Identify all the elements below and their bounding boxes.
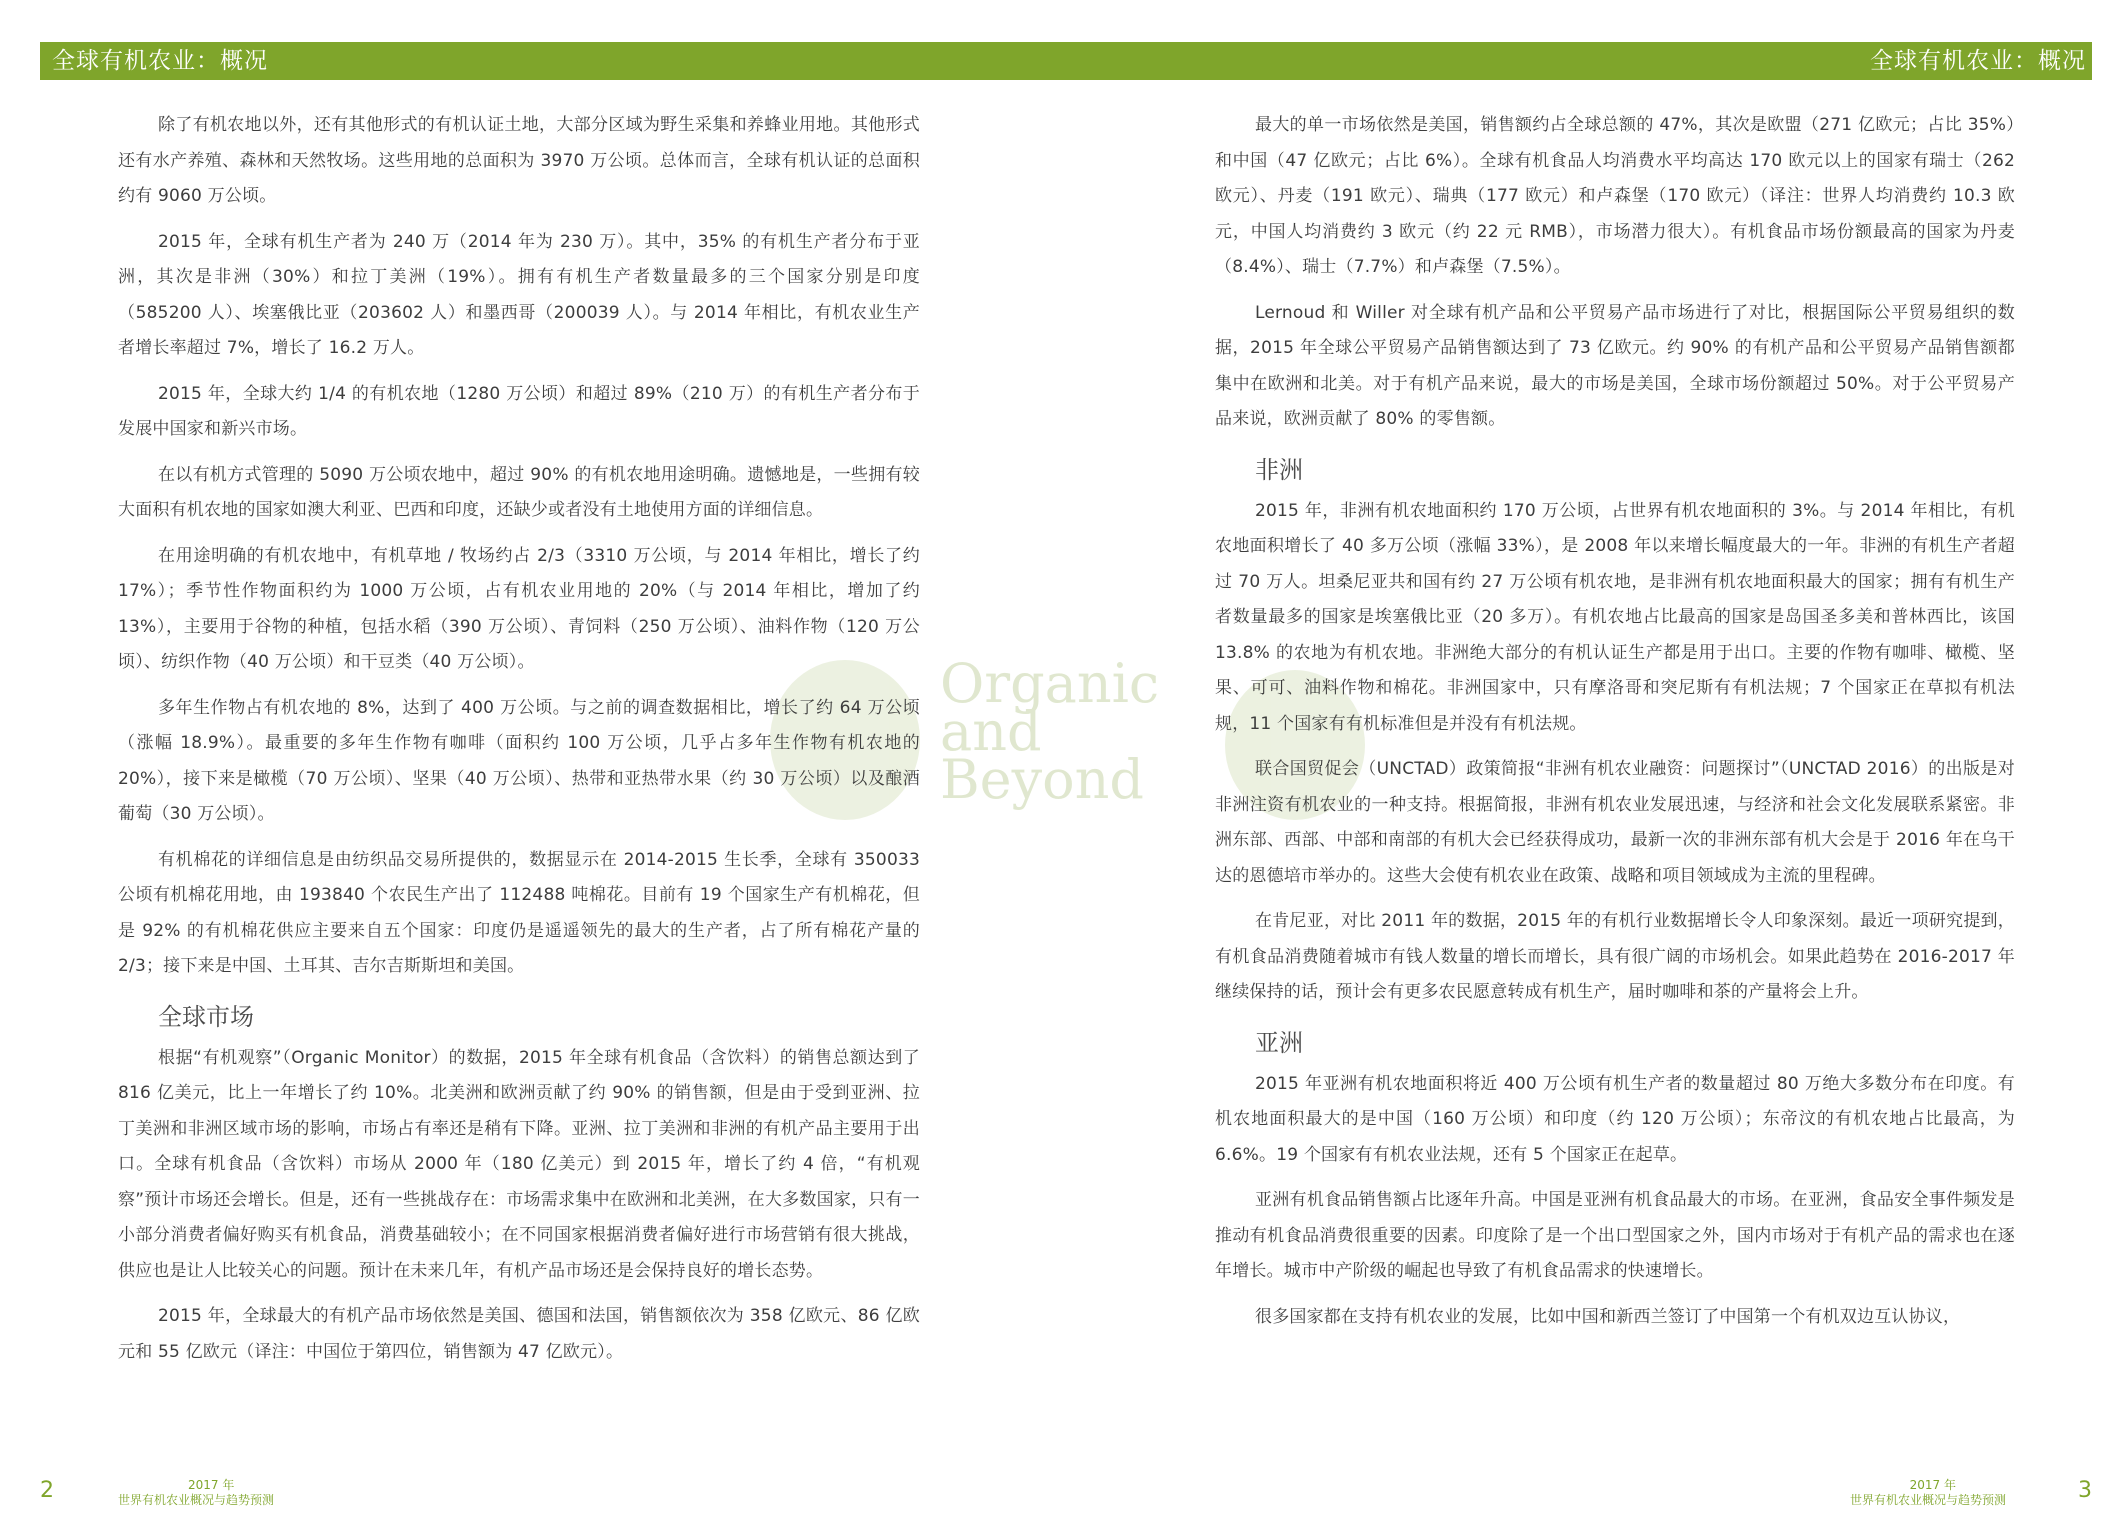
paragraph: 2015 年，全球有机生产者为 240 万（2014 年为 230 万）。其中，35% 的有机生产者分布于亚洲，其次是非洲（30%）和拉丁美洲（19%）。拥有有机生产者数量最多的三个国家分别是印度（585200 人）、埃塞俄比亚（203602 人）和墨西哥（200039 人）。与 2014 年相比，有机农业生产者增长率超过 7%，增长了 16.2 万人。 — [118, 231, 920, 358]
page-number-right: 3 — [2078, 1478, 2092, 1503]
paragraph: 2015 年亚洲有机农地面积将近 400 万公顷有机生产者的数量超过 80 万绝大多数分布在印度。有机农地面积最大的是中国（160 万公顷）和印度（约 120 万公顷）；东帝汶的有机农地占比最高，为 6.6%。19 个国家有有机农业法规，还有 5 个国家正在起草。 — [1215, 1073, 2015, 1165]
header-bar — [40, 42, 2092, 80]
paragraph: 有机棉花的详细信息是由纺织品交易所提供的，数据显示在 2014-2015 生长季，全球有 350033 公顷有机棉花用地，由 193840 个农民生产出了 112488 吨棉花。目前有 19 个国家生产有机棉花，但是 92% 的有机棉花供应主要来自五个国家：印度仍是遥遥领先的最大的生产者，占了所有棉花产量的 2/3；接下来是中国、土耳其、吉尔吉斯斯坦和美国。 — [118, 849, 920, 976]
paragraph: 很多国家都在支持有机农业的发展，比如中国和新西兰签订了中国第一个有机双边互认协议， — [1255, 1306, 1961, 1327]
paragraph: Lernoud 和 Willer 对全球有机产品和公平贸易产品市场进行了对比，根据国际公平贸易组织的数据，2015 年全球公平贸易产品销售额达到了 73 亿欧元。约 90% 的有机产品和公平贸易产品销售额都集中在欧洲和北美。对于有机产品来说，最大的市场是美国，全球市场份额超过 50%。对于公平贸易产品来说，欧洲贡献了 80% 的零售额。 — [1215, 302, 2015, 429]
section-heading-africa: 非洲 — [1255, 455, 1303, 484]
paragraph: 2015 年，全球最大的有机产品市场依然是美国、德国和法国，销售额依次为 358 亿欧元、86 亿欧元和 55 亿欧元（译注：中国位于第四位，销售额为 47 亿欧元）。 — [118, 1306, 920, 1362]
running-header-left: 全球有机农业：概况 — [52, 48, 268, 74]
paragraph: 在用途明确的有机农地中，有机草地 / 牧场约占 2/3（3310 万公顷，与 2014 年相比，增长了约 17%）；季节性作物面积约为 1000 万公顷，占有机农业用地的 20%（与 2014 年相比，增加了约 13%），主要用于谷物的种植，包括水稻（390 万公顷）、青饲料（250 万公顷）、油料作物（120 万公顷）、纺织作物（40 万公顷）和干豆类（40 万公顷）。 — [118, 545, 920, 672]
footer-year-right: 2017 年 — [1909, 1478, 1956, 1492]
footer-title-right: 世界有机农业概况与趋势预测 — [1849, 1493, 2006, 1507]
footer-title-left: 世界有机农业概况与趋势预测 — [118, 1493, 275, 1507]
paragraph: 多年生作物占有机农地的 8%，达到了 400 万公顷。与之前的调查数据相比，增长了约 64 万公顷（涨幅 18.9%）。最重要的多年生作物有咖啡（面积约 100 万公顷，几乎占多年生作物有机农地的 20%），接下来是橄榄（70 万公顷）、坚果（40 万公顷）、热带和亚热带水果（约 30 万公顷）以及酿酒葡萄（30 万公顷）。 — [118, 697, 920, 824]
paragraph: 除了有机农地以外，还有其他形式的有机认证土地，大部分区域为野生采集和养蜂业用地。其他形式还有水产养殖、森林和天然牧场。这些用地的总面积为 3970 万公顷。总体而言，全球有机认证的总面积约有 9060 万公顷。 — [118, 115, 920, 206]
page-number-left: 2 — [40, 1478, 54, 1503]
left-page-column — [118, 108, 920, 1380]
footer-right — [1850, 1478, 2006, 1508]
right-page-column — [1215, 108, 2015, 1345]
paragraph: 2015 年，全球大约 1/4 的有机农地（1280 万公顷）和超过 89%（210 万）的有机生产者分布于发展中国家和新兴市场。 — [118, 383, 920, 439]
paragraph: 根据“有机观察”（Organic Monitor）的数据，2015 年全球有机食品（含饮料）的销售总额达到了816 亿美元，比上一年增长了约 10%。北美洲和欧洲贡献了约 90% 的销售额，但是由于受到亚洲、拉丁美洲和非洲区域市场的影响，市场占有率还是稍有下降。亚洲、拉丁美洲和非洲的有机产品主要用于出口。全球有机食品（含饮料）市场从 2000 年（180 亿美元）到 2015 年，增长了约 4 倍，“有机观察”预计市场还会增长。但是，还有一些挑战存在：市场需求集中在欧洲和北美洲，在大多数国家，只有一小部分消费者偏好购买有机食品，消费基础较小；在不同国家根据消费者偏好进行市场营销有很大挑战，供应也是让人比较关心的问题。预计在未来几年，有机产品市场还是会保持良好的增长态势。 — [118, 1047, 920, 1281]
paragraph: 联合国贸促会（UNCTAD）政策简报“非洲有机农业融资：问题探讨”（UNCTAD 2016）的出版是对非洲注资有机农业的一种支持。根据简报，非洲有机农业发展迅速，与经济和社会文化发展联系紧密。非洲东部、西部、中部和南部的有机大会已经获得成功，最新一次的非洲东部有机大会是于 2016 年在乌干达的恩德培市举办的。这些大会使有机农业在政策、战略和项目领域成为主流的里程碑。 — [1215, 759, 2015, 886]
paragraph: 2015 年，非洲有机农地面积约 170 万公顷，占世界有机农地面积的 3%。与 2014 年相比，有机农地面积增长了 40 多万公顷（涨幅 33%），是 2008 年以来增长幅度最大的一年。非洲的有机生产者超过 70 万人。坦桑尼亚共和国有约 27 万公顷有机农地，是非洲有机农地面积最大的国家；拥有有机生产者数量最多的国家是埃塞俄比亚（20 多万）。有机农地占比最高的国家是岛国圣多美和普林西比，该国 13.8% 的农地为有机农地。非洲绝大部分的有机认证生产都是用于出口。主要的作物有咖啡、橄榄、坚果、可可、油料作物和棉花。非洲国家中，只有摩洛哥和突尼斯有有机法规；7 个国家正在草拟有机法规，11 个国家有有机标准但是并没有有机法规。 — [1215, 500, 2015, 734]
paragraph: 亚洲有机食品销售额占比逐年升高。中国是亚洲有机食品最大的市场。在亚洲，食品安全事件频发是推动有机食品消费很重要的因素。印度除了是一个出口型国家之外，国内市场对于有机产品的需求也在逐年增长。城市中产阶级的崛起也导致了有机食品需求的快速增长。 — [1215, 1190, 2015, 1281]
paragraph: 在肯尼亚，对比 2011 年的数据，2015 年的有机行业数据增长令人印象深刻。最近一项研究提到，有机食品消费随着城市有钱人数量的增长而增长，具有很广阔的市场机会。如果此趋势在 2016-2017 年继续保持的话，预计会有更多农民愿意转成有机生产，届时咖啡和茶的产量将会上升。 — [1215, 911, 2015, 1002]
watermark-text: Organic and Beyond — [940, 652, 1160, 811]
footer-year-left: 2017 年 — [188, 1478, 235, 1492]
running-header-right: 全球有机农业：概况 — [1870, 48, 2086, 74]
section-heading-asia: 亚洲 — [1255, 1028, 1303, 1057]
paragraph: 最大的单一市场依然是美国，销售额约占全球总额的 47%，其次是欧盟（271 亿欧元；占比 35%）和中国（47 亿欧元；占比 6%）。全球有机食品人均消费水平均高达 170 欧元以上的国家有瑞士（262 欧元）、丹麦（191 欧元）、瑞典（177 欧元）和卢森堡（170 欧元）（译注：世界人均消费约 10.3 欧元，中国人均消费约 3 欧元（约 22 元 RMB），市场潜力很大）。有机食品市场份额最高的国家为丹麦（8.4%）、瑞士（7.7%）和卢森堡（7.5%）。 — [1215, 115, 2015, 277]
section-heading-global-market: 全球市场 — [158, 1002, 254, 1031]
paragraph: 在以有机方式管理的 5090 万公顷农地中，超过 90% 的有机农地用途明确。遗憾地是，一些拥有较大面积有机农地的国家如澳大利亚、巴西和印度，还缺少或者没有土地使用方面的详细信息。 — [118, 464, 920, 520]
footer-left — [118, 1478, 274, 1508]
